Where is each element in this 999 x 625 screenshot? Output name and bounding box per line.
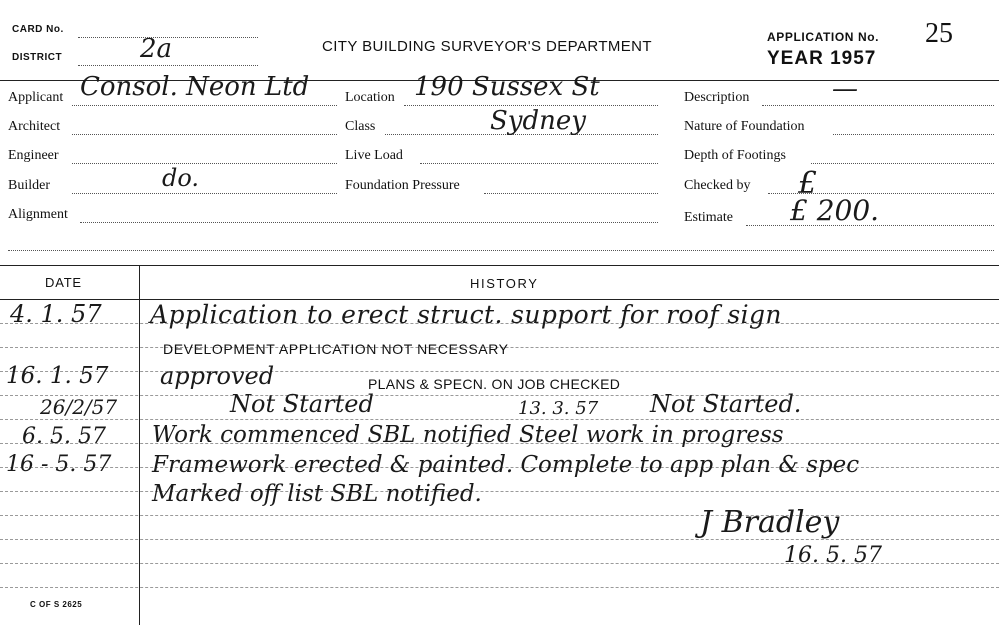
history-entry-text: Framework erected & painted. Complete to app plan & spec bbox=[152, 452, 860, 478]
history-stamp: PLANS & SPECN. ON JOB CHECKED bbox=[368, 376, 621, 392]
district-field bbox=[78, 65, 258, 66]
ruled-line bbox=[0, 491, 999, 492]
location-value-2: Sydney bbox=[490, 106, 586, 136]
builder-label: Builder bbox=[8, 178, 50, 193]
applicant-value: Consol. Neon Ltd bbox=[80, 72, 310, 102]
foundation-pressure-label: Foundation Pressure bbox=[345, 178, 460, 193]
history-stamp: DEVELOPMENT APPLICATION NOT NECESSARY bbox=[163, 341, 509, 357]
foundation-pressure-line bbox=[484, 193, 658, 194]
form-code: C OF S 2625 bbox=[30, 600, 83, 609]
depth-of-footings-label: Depth of Footings bbox=[684, 148, 786, 163]
checked-by-label: Checked by bbox=[684, 178, 751, 193]
alignment-line bbox=[80, 222, 658, 223]
nature-of-foundation-label: Nature of Foundation bbox=[684, 119, 805, 134]
date-column-header: DATE bbox=[45, 275, 82, 290]
signature-date: 16. 5. 57 bbox=[784, 543, 882, 568]
department-title: CITY BUILDING SURVEYOR'S DEPARTMENT bbox=[322, 38, 652, 55]
live-load-label: Live Load bbox=[345, 148, 403, 163]
nature-line bbox=[833, 134, 994, 135]
class-label: Class bbox=[345, 119, 376, 134]
history-date: 16 - 5. 57 bbox=[6, 452, 112, 477]
ruled-line bbox=[0, 515, 999, 516]
history-entry-text: Not Started. bbox=[650, 390, 802, 418]
applicant-label: Applicant bbox=[8, 90, 64, 105]
alignment-label: Alignment bbox=[8, 207, 68, 222]
history-entry-text: Application to erect struct. support for roof sign bbox=[150, 300, 782, 329]
history-date: 4. 1. 57 bbox=[10, 300, 102, 328]
history-date: 6. 5. 57 bbox=[22, 424, 106, 449]
ruled-line bbox=[0, 587, 999, 588]
history-entry-text: approved bbox=[160, 362, 275, 390]
blank-line bbox=[8, 250, 994, 251]
ruled-line bbox=[0, 539, 999, 540]
estimate-label: Estimate bbox=[684, 210, 733, 225]
year-label: YEAR 1957 bbox=[767, 48, 877, 69]
engineer-label: Engineer bbox=[8, 148, 59, 163]
architect-label: Architect bbox=[8, 119, 61, 134]
application-no-value: 25 bbox=[925, 18, 953, 49]
application-no-label: APPLICATION No. bbox=[767, 30, 880, 44]
engineer-line bbox=[72, 163, 337, 164]
history-date: 26/2/57 bbox=[40, 395, 118, 419]
ruled-line bbox=[0, 371, 999, 372]
builder-value: do. bbox=[162, 164, 200, 192]
applicant-line bbox=[72, 105, 337, 106]
signature: J Bradley bbox=[700, 505, 840, 540]
history-entry-text: Not Started bbox=[230, 390, 374, 418]
history-column-header: HISTORY bbox=[470, 276, 539, 291]
history-date: 16. 1. 57 bbox=[6, 363, 109, 389]
history-entry-text: Marked off list SBL notified. bbox=[152, 481, 482, 507]
history-entry-date-inline: 13. 3. 57 bbox=[518, 398, 599, 419]
history-top-border bbox=[0, 265, 999, 266]
district-label: DISTRICT bbox=[12, 52, 63, 63]
location-value: 190 Sussex St bbox=[414, 72, 600, 102]
location-label: Location bbox=[345, 90, 395, 105]
checked-by-value: £ bbox=[798, 166, 818, 201]
description-value: — bbox=[832, 74, 858, 104]
history-entry-text: Work commenced SBL notified Steel work in progress bbox=[152, 422, 784, 448]
description-label: Description bbox=[684, 90, 750, 105]
district-value: 2a bbox=[140, 34, 173, 64]
builder-line bbox=[72, 193, 337, 194]
ruled-line bbox=[0, 419, 999, 420]
architect-line bbox=[72, 134, 337, 135]
live-load-line bbox=[420, 163, 658, 164]
date-column-divider bbox=[139, 265, 140, 625]
estimate-value: £ 200. bbox=[790, 194, 880, 227]
card-no-label: CARD No. bbox=[12, 24, 64, 35]
depth-line bbox=[811, 163, 994, 164]
description-line bbox=[762, 105, 994, 106]
ruled-line bbox=[0, 395, 999, 396]
